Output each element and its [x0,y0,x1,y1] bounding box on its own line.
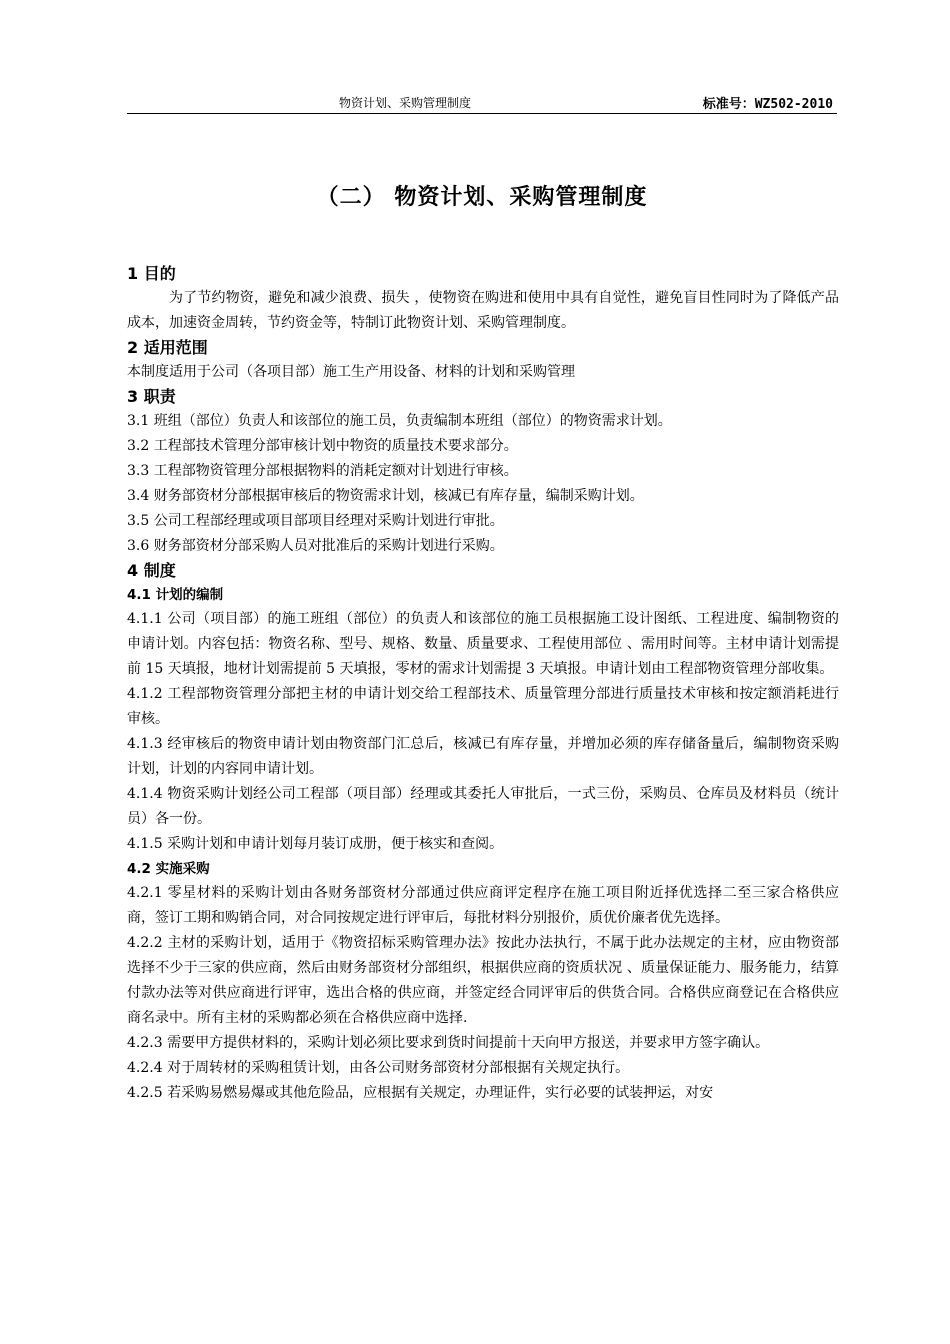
subsection-heading-procurement: 4.2 实施采购 [127,861,210,877]
header-standard-code: WZ502-2010 [754,97,833,112]
document-title: （二） 物资计划、采购管理制度 [316,185,648,210]
responsibility-item: 3.3 工程部物资管理分部根据物料的消耗定额对计划进行审核。 [127,463,518,479]
plan-preparation-item: 4.1.2 工程部物资管理分部把主材的申请计划交给工程部技术、质量管理分部进行质量技术审核和按定额消耗进行审核。 [127,686,839,727]
responsibility-item: 3.4 财务部资材分部根据审核后的物资需求计划，核减已有库存量，编制采购计划。 [127,488,644,504]
section-heading-responsibilities: 3 职责 [127,387,176,406]
document-body [127,262,839,1106]
page-header [127,93,837,113]
header-standard-number [703,93,833,112]
responsibility-item: 3.5 公司工程部经理或项目部项目经理对采购计划进行审批。 [127,513,504,529]
procurement-item: 4.2.1 零星材料的采购计划由各财务部资材分部通过供应商评定程序在施工项目附近择优选择二至三家合格供应商，签订工期和购销合同，对合同按规定进行评审后，每批材料分别报价，质优价廉者优先选择。 [127,885,839,926]
responsibility-item: 3.2 工程部技术管理分部审核计划中物资的质量技术要求部分。 [127,438,518,454]
plan-preparation-item: 4.1.5 采购计划和申请计划每月装订成册，便于核实和查阅。 [127,836,504,852]
scope-paragraph: 本制度适用于公司（各项目部）施工生产用设备、材料的计划和采购管理 [127,364,575,380]
section-heading-purpose: 1 目的 [127,264,176,283]
plan-preparation-item: 4.1.4 物资采购计划经公司工程部（项目部）经理或其委托人审批后，一式三份，采购员、仓库员及材料员（统计员）各一份。 [127,786,839,827]
plan-preparation-item: 4.1.1 公司（项目部）的施工班组（部位）的负责人和该部位的施工员根据施工设计图纸、工程进度、编制物资的申请计划。内容包括：物资名称、型号、规格、数量、质量要求、工程使用部位 、需用时间等。主材申请计划需提前 15 天填报，地材计划需提前 5 天填报，零材的需求计划需提 3 天填报。申请计划由工程部物资管理分部收集。 [127,611,839,677]
section-heading-scope: 2 适用范围 [127,338,208,357]
procurement-item: 4.2.2 主材的采购计划，适用于《物资招标采购管理办法》按此办法执行，不属于此办法规定的主材，应由物资部选择不少于三家的供应商，然后由财务部资材分部组织，根据供应商的资质状况 、质量保证能力、服务能力，结算付款办法等对供应商进行评审，选出合格的供应商，并签定经合同评审后的供货合同。合格供应商登记在合格供应商名录中。所有主材的采购都必须在合格供应商中选择. [127,935,839,1026]
responsibility-item: 3.1 班组（部位）负责人和该部位的施工员，负责编制本班组（部位）的物资需求计划。 [127,413,672,429]
subsection-heading-plan-preparation: 4.1 计划的编制 [127,587,224,603]
responsibility-item: 3.6 财务部资材分部采购人员对批准后的采购计划进行采购。 [127,538,504,554]
header-standard-label: 标准号： [702,97,755,112]
header-doc-name: 物资计划、采购管理制度 [339,96,472,110]
procurement-item: 4.2.4 对于周转材的采购租赁计划，由各公司财务部资材分部根据有关规定执行。 [127,1060,630,1076]
purpose-paragraph: 为了节约物资，避免和减少浪费、损失 ，使物资在购进和使用中具有自觉性，避免盲目性同时为了降低产品成本，加速资金周转，节约资金等，特制订此物资计划、采购管理制度。 [127,290,839,331]
procurement-item: 4.2.5 若采购易燃易爆或其他危险品，应根据有关规定，办理证件，实行必要的试装押运，对安 [127,1085,714,1101]
plan-preparation-item: 4.1.3 经审核后的物资申请计划由物资部门汇总后，核减已有库存量，并增加必须的库存储备量后，编制物资采购计划，计划的内容同申请计划。 [127,736,839,777]
section-heading-system: 4 制度 [127,561,176,580]
header-divider [127,113,837,114]
procurement-item: 4.2.3 需要甲方提供材料的，采购计划必须比要求到货时间提前十天向甲方报送，并要求甲方签字确认。 [127,1035,770,1051]
